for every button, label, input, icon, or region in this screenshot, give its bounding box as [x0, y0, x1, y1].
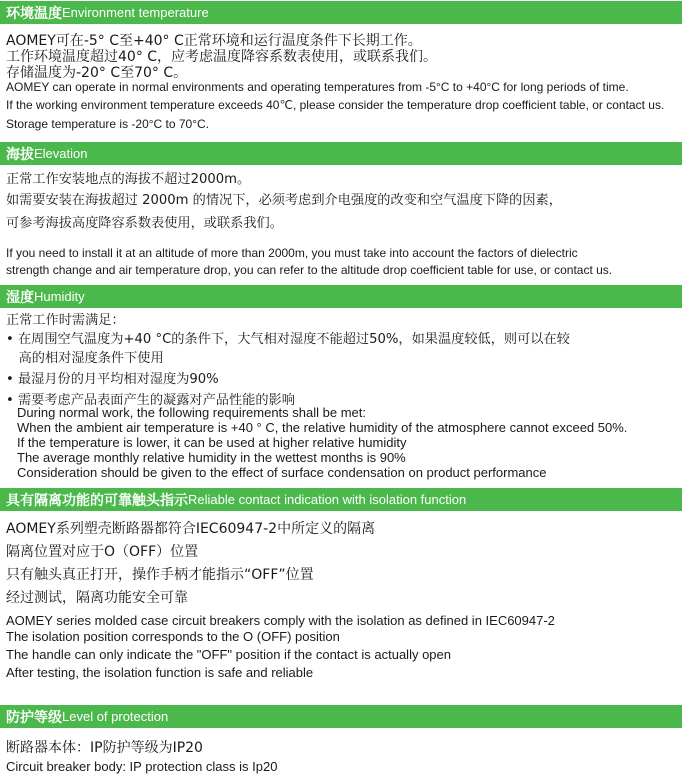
section-title-zh: 海拔	[6, 146, 34, 163]
humidity-en-line-2: When the ambient air temperature is +40 ° C, the relative humidity of the atmosphere cannot exceed 50%.	[17, 420, 628, 435]
humidity-zh-bullet-2: • 最湿月份的月平均相对湿度为90%	[6, 372, 219, 387]
humidity-en-line-4: The average monthly relative humidity in the wettest months is 90%	[17, 450, 406, 465]
isolation-zh-line-4: 经过测试，隔离功能安全可靠	[6, 590, 188, 606]
section-title-en: Elevation	[34, 146, 88, 161]
environment-en-line-1: AOMEY can operate in normal environments and operating temperatures from -5°C to +40°C for long periods of time.	[6, 80, 629, 94]
section-header-elevation	[0, 142, 682, 165]
humidity-en-line-5: Consideration should be given to the effect of surface condensation on product performance	[17, 465, 547, 480]
elevation-zh-line-1: 正常工作安装地点的海拔不超过2000m。	[6, 172, 251, 187]
isolation-zh-line-1: AOMEY系列塑壳断路器都符合IEC60947-2中所定义的隔离	[6, 521, 376, 537]
section-header-protection	[0, 705, 682, 728]
environment-en-line-3: Storage temperature is -20°C to 70°C.	[6, 117, 210, 131]
section-title-zh: 具有隔离功能的可靠触头指示	[6, 492, 188, 509]
section-title-en: Level of protection	[62, 709, 169, 724]
elevation-zh-line-2: 如需要安装在海拔超过 2000m 的情况下，必须考虑到介电强度的改变和空气温度下降的因素，	[6, 193, 562, 208]
humidity-en-line-3: If the temperature is lower, it can be used at higher relative humidity	[17, 435, 407, 450]
isolation-en-line-1: AOMEY series molded case circuit breakers comply with the isolation as defined in IEC60947-2	[6, 613, 555, 628]
environment-en-line-2: If the working environment temperature exceeds 40℃, please consider the temperature drop coefficient table, or contact us.	[6, 98, 665, 112]
isolation-zh-line-2: 隔离位置对应于O（OFF）位置	[6, 544, 199, 560]
section-title-en: Reliable contact indication with isolation function	[188, 492, 467, 507]
humidity-zh-bullet-3: • 需要考虑产品表面产生的凝露对产品性能的影响	[6, 393, 295, 408]
humidity-zh-bullet-1-cont: 高的相对湿度条件下使用	[6, 351, 164, 366]
section-title-zh: 环境温度	[6, 5, 62, 22]
humidity-zh-bullet-1: • 在周围空气温度为+40 °C的条件下，大气相对湿度不能超过50%，如果温度较低，则可以在较	[6, 332, 570, 347]
section-header-isolation	[0, 488, 682, 511]
section-title-en: Environment temperature	[62, 5, 209, 20]
elevation-zh-line-3: 可参考海拔高度降容系数表使用，或联系我们。	[6, 216, 283, 231]
section-header-humidity	[0, 285, 682, 308]
section-title-zh: 湿度	[6, 289, 34, 306]
elevation-en-line-2: strength change and air temperature drop, you can refer to the altitude drop coefficient table for use, or contact us.	[6, 263, 613, 277]
environment-zh-line-1: AOMEY可在-5° C至+40° C正常环境和运行温度条件下长期工作。	[6, 33, 422, 49]
protection-en-line-1: Circuit breaker body: IP protection class is Ip20	[6, 759, 278, 774]
isolation-en-line-3: The handle can only indicate the "OFF" position if the contact is actually open	[6, 647, 451, 662]
isolation-en-line-4: After testing, the isolation function is safe and reliable	[6, 665, 314, 680]
isolation-en-line-2: The isolation position corresponds to the O (OFF) position	[6, 629, 340, 644]
environment-zh-line-2: 工作环境温度超过40° C，应考虑温度降容系数表使用，或联系我们。	[6, 49, 438, 65]
isolation-zh-line-3: 只有触头真正打开，操作手柄才能指示“OFF”位置	[6, 567, 314, 583]
section-title-en: Humidity	[34, 289, 85, 304]
environment-zh-line-3: 存储温度为-20° C至70° C。	[6, 65, 188, 81]
protection-zh-line-1: 断路器本体：IP防护等级为IP20	[6, 740, 203, 756]
humidity-en-line-1: During normal work, the following requirements shall be met:	[17, 405, 366, 420]
section-header-environment	[0, 1, 682, 24]
section-title-zh: 防护等级	[6, 709, 62, 726]
humidity-zh-line-1: 正常工作时需满足：	[6, 313, 125, 328]
elevation-en-line-1: If you need to install it at an altitude of more than 2000m, you must take into account the factors of dielectric	[6, 246, 578, 260]
